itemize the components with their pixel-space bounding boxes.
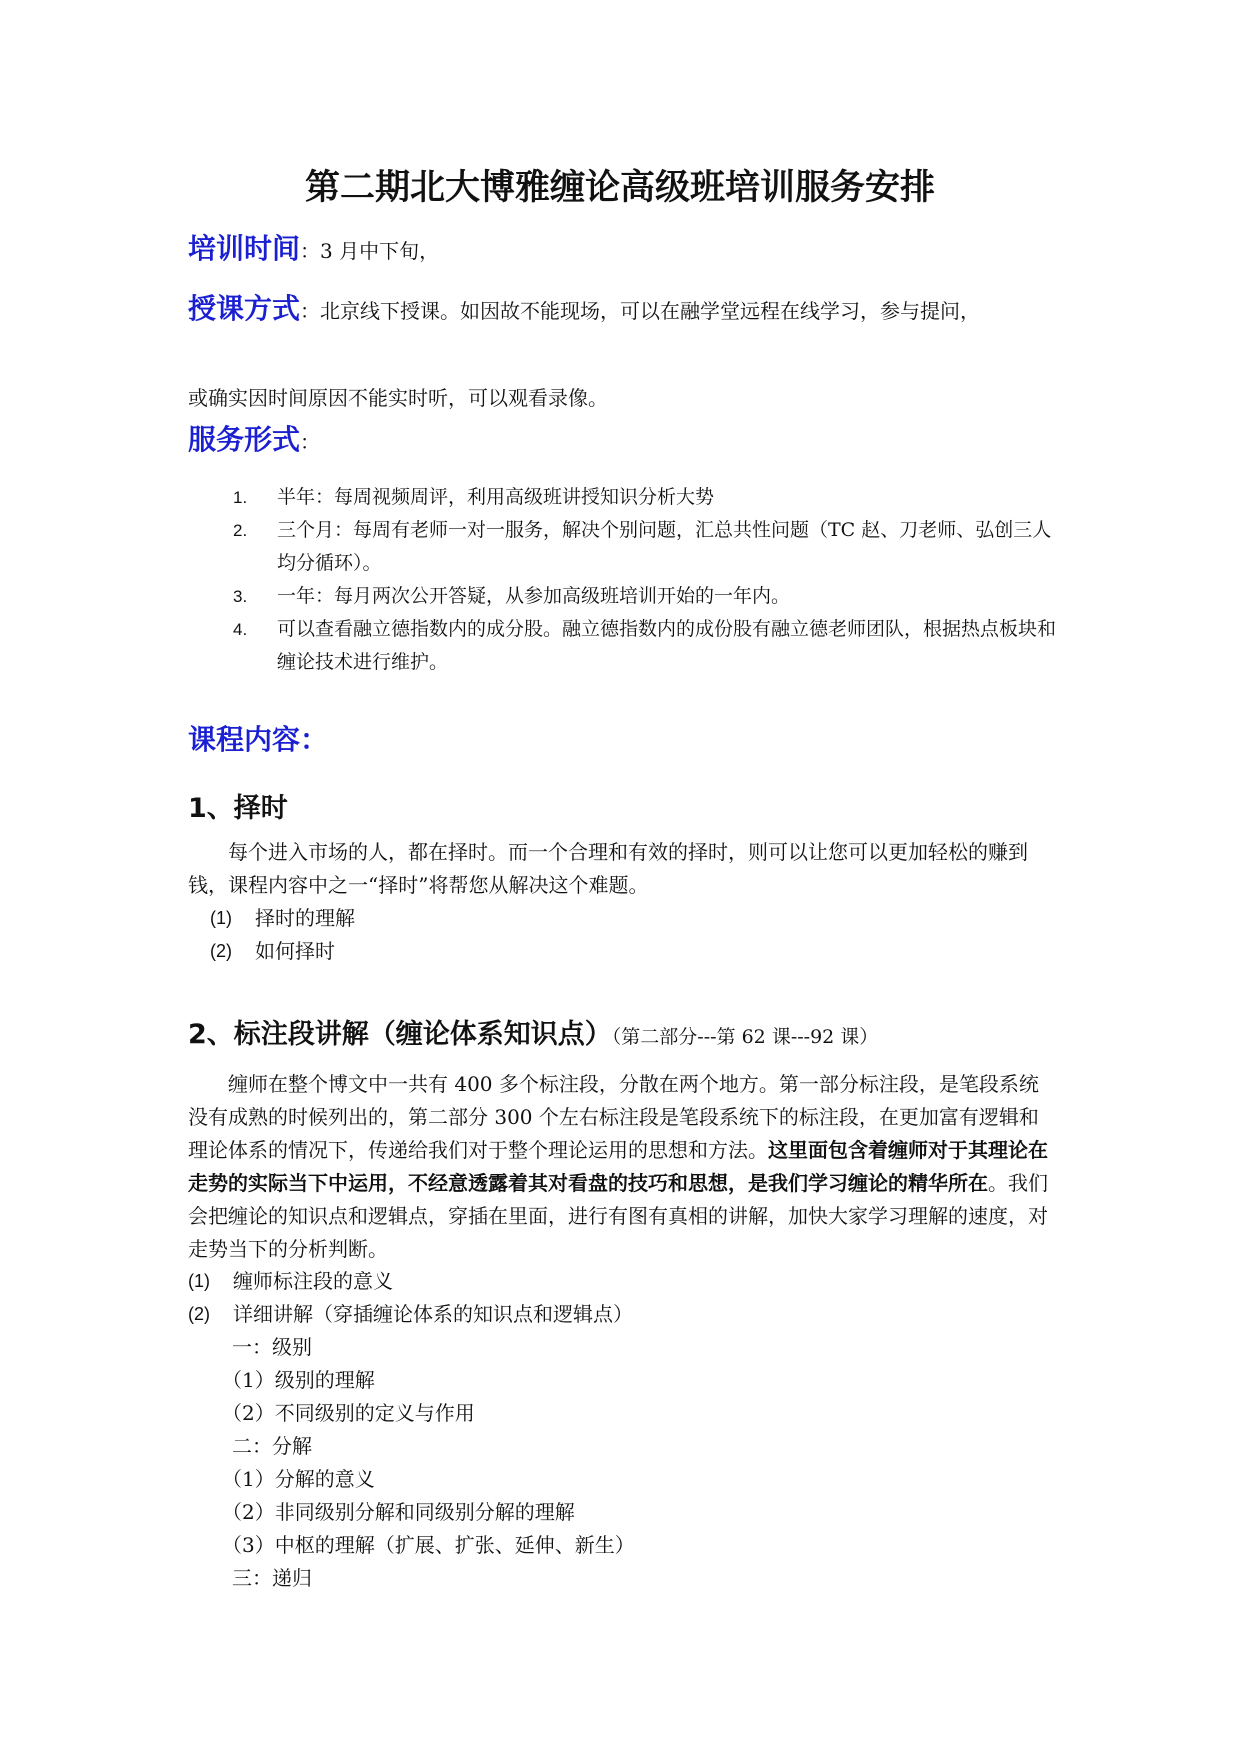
service-form-item (188, 481, 1058, 514)
section2-item-text: 缠师标注段的意义 (233, 1269, 393, 1293)
training-time-value: 3 月中下旬， (320, 239, 440, 263)
section1-heading: 1、择时 (188, 793, 288, 824)
section2-heading: 2、标注段讲解（缠论体系知识点） (188, 1019, 612, 1050)
teaching-mode-line1: 北京线下授课。如因故不能现场，可以在融学堂远程在线学习，参与提问， (320, 299, 981, 323)
section2-subitem: （2）非同级别分解和同级别分解的理解 (222, 1500, 575, 1524)
teaching-mode-line2: 或确实因时间原因不能实时听，可以观看录像。 (188, 386, 608, 410)
section2-item (188, 1298, 1050, 1331)
section2-subheading: 二：分解 (232, 1434, 312, 1458)
teaching-mode-label: 授课方式 (188, 292, 301, 325)
service-form-item-number: 1. (233, 488, 248, 507)
course-content-label: 课程内容： (188, 723, 329, 756)
service-form-colon: ： (300, 430, 321, 454)
section2-subitem: （3）中枢的理解（扩展、扩张、延伸、新生） (222, 1533, 635, 1557)
service-form-item-number: 3. (233, 587, 248, 606)
section2-heading-line (188, 1012, 878, 1051)
service-form-item (188, 613, 1058, 679)
service-form-item (188, 580, 1058, 613)
service-form-item-text: 半年：每周视频周评，利用高级班讲授知识分析大势 (277, 486, 715, 508)
section2-paragraph (188, 1068, 1054, 1266)
service-form-item-number: 4. (233, 620, 248, 639)
course-content-line (188, 723, 1058, 759)
service-form-item-text: 一年：每月两次公开答疑，从参加高级班培训开始的一年内。 (277, 585, 791, 607)
section1-item-number: (2) (210, 941, 232, 961)
section2-item-number: (1) (188, 1271, 210, 1291)
section1-item-text: 如何择时 (255, 939, 335, 963)
section2-sublist (222, 1331, 1052, 1595)
section2-subitem: （2）不同级别的定义与作用 (222, 1401, 475, 1425)
training-time-line (188, 232, 1058, 268)
section1-item (210, 902, 1050, 935)
service-form-item (188, 514, 1058, 580)
training-time-label: 培训时间 (188, 232, 301, 265)
section1-item-text: 择时的理解 (255, 906, 355, 930)
section1-paragraph: 每个进入市场的人，都在择时。而一个合理和有效的择时，则可以让您可以更加轻松的赚到钱，课程内容中之一“择时”将帮您从解决这个难题。 (188, 840, 1028, 897)
service-form-label: 服务形式 (188, 423, 301, 456)
section2-item-text: 详细讲解（穿插缠论体系的知识点和逻辑点） (233, 1302, 633, 1326)
service-form-item-number: 2. (233, 521, 248, 540)
service-form-list (188, 481, 1058, 679)
section2-item (188, 1265, 1050, 1298)
section2-subheading: 一：级别 (232, 1335, 312, 1359)
service-form-line (188, 423, 1058, 459)
section1-item (210, 935, 1050, 968)
section2-subitem: （1）分解的意义 (222, 1467, 375, 1491)
section2-para-a: 缠师在整个博文中一共有 400 多个标注段，分散在两个地方。第一部分标注段，是笔段系统没有成熟的时候列出的，第二部分 300 个左右标注段是笔段系统下的标注段，在更加富有逻辑和理论体系的情况下，传递给我们对于整个理论运用的思想和方法。 (188, 1072, 1039, 1162)
section2-note: （第二部分---第 62 课---92 课） (611, 1026, 879, 1048)
section1-list (210, 902, 1050, 968)
teaching-mode-line (188, 292, 1058, 328)
section2-list (188, 1265, 1050, 1331)
training-time-colon: ： (300, 239, 321, 263)
document-title: 第二期北大博雅缠论高级班培训服务安排 (304, 168, 935, 208)
service-form-item-text: 可以查看融立德指数内的成分股。融立德指数内的成份股有融立德老师团队，根据热点板块和缠论技术进行维护。 (277, 618, 1057, 673)
service-form-item-text: 三个月：每周有老师一对一服务，解决个别问题，汇总共性问题（TC 赵、刀老师、弘创三人均分循环）。 (277, 519, 1052, 574)
teaching-mode-colon: ： (300, 299, 321, 323)
section2-para-bold: 这里面包含着缠师对于其理论在走势的实际当下中运用，不经意透露着其对看盘的技巧和思想，是我们学习缠论的精华所在 (188, 1138, 1048, 1195)
section2-para-b: 。我们会把缠论的知识点和逻辑点，穿插在里面，进行有图有真相的讲解，加快大家学习理解的速度，对走势当下的分析判断。 (188, 1171, 1048, 1261)
section1-item-number: (1) (210, 908, 232, 928)
section2-subitem: （1）级别的理解 (222, 1368, 375, 1392)
section2-subheading: 三：递归 (232, 1566, 312, 1590)
section2-item-number: (2) (188, 1304, 210, 1324)
